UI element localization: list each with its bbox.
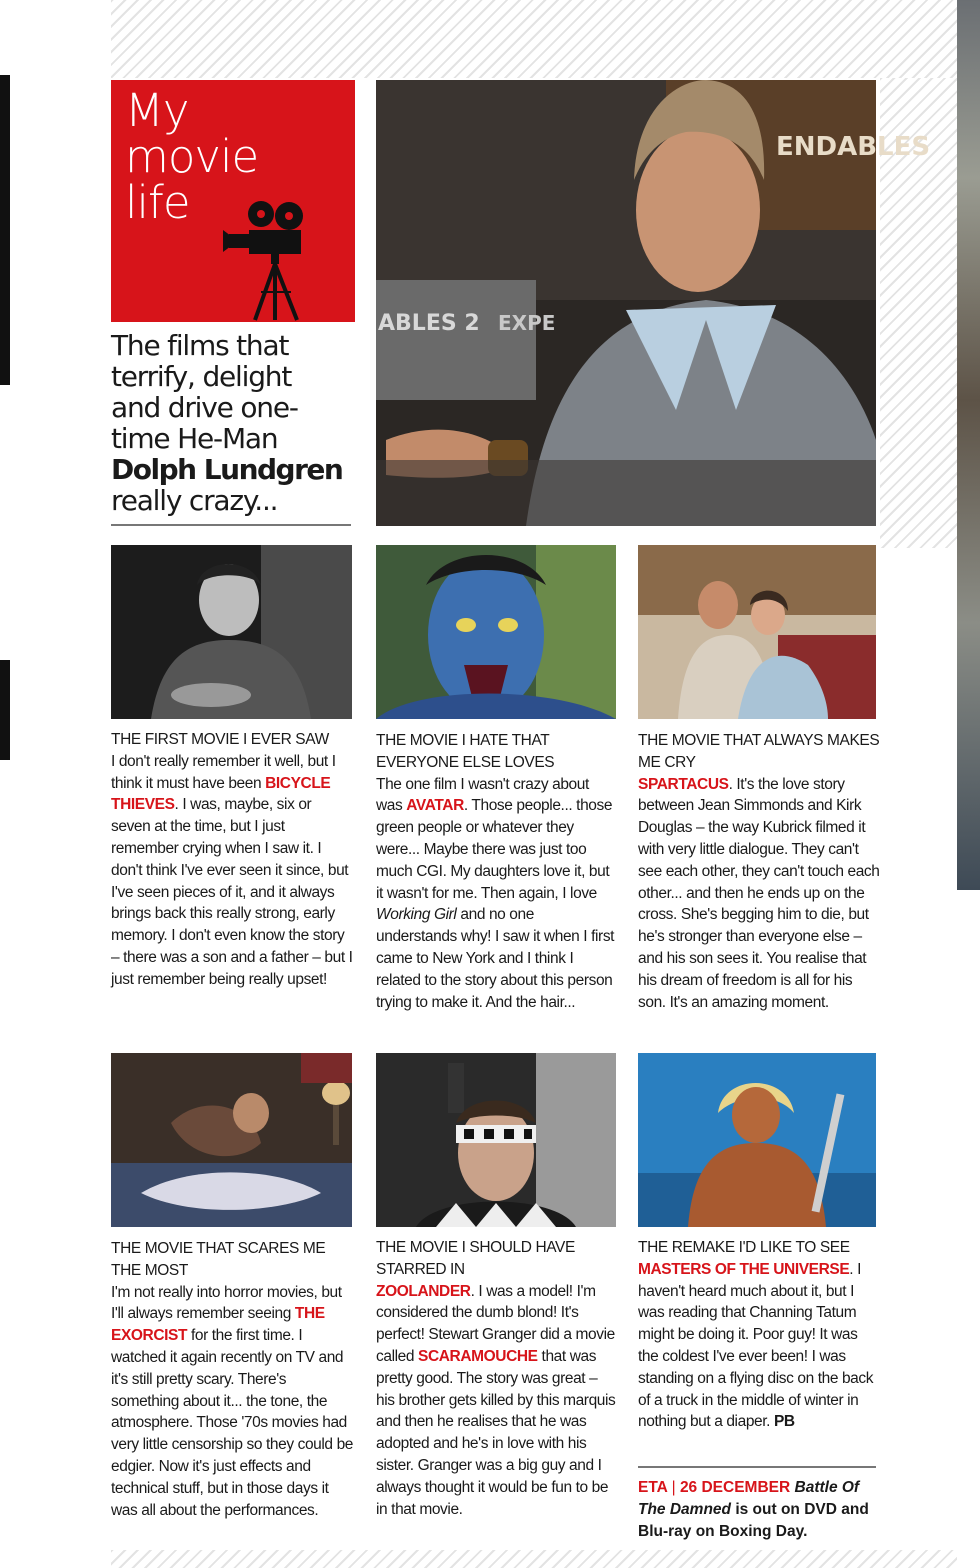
hatch-top <box>111 0 957 78</box>
subject-name: Dolph Lundgren <box>111 453 343 486</box>
hero-banner-text-2: ABLES 2 <box>378 311 480 336</box>
hero-banner-text-1: ENDABLES <box>776 132 931 162</box>
author-credit: PB <box>773 1413 795 1431</box>
hero-photo <box>376 80 931 526</box>
photo-zoolander <box>376 1053 616 1227</box>
intro-divider <box>111 524 351 526</box>
photo-bicycle-thieves <box>111 545 352 719</box>
adjacent-page-edge <box>957 0 980 890</box>
film-title-2: SCARAMOUCHE <box>418 1347 538 1365</box>
eta-date: 26 DECEMBER <box>679 1479 791 1496</box>
film-title: ZOOLANDER <box>376 1282 471 1300</box>
eta-box <box>638 1477 878 1543</box>
film-title: SPARTACUS <box>638 775 729 793</box>
left-edge-bar-top <box>0 75 10 385</box>
section-remake: THE REMAKE I'D LIKE TO SEE MASTERS OF THE UNIVERSE. I haven't heard much about it, but I was reading that Channing Tatum might be doing it. Poor guy! It was the coldest I've ever been! I was standing on a flying disc on the back of a truck in the middle of winter in nothing but a diaper. PB <box>638 1237 880 1433</box>
section-heading: THE MOVIE THAT ALWAYS MAKES ME CRY <box>638 732 880 771</box>
photo-spartacus <box>638 545 876 719</box>
photo-the-exorcist <box>111 1053 352 1227</box>
photo-avatar <box>376 545 616 719</box>
section-first-movie: THE FIRST MOVIE I EVER SAW I don't really remember it well, but I think it must have been BICYCLE THIEVES. I was, maybe, six or seven at the time, but I just remember crying when I saw it. I don't think I've ever seen it since, but I've seen pieces of it, and it always brings back this really strong, early memory. I don't even know the story – there was a son and a father – but I just remember being really upset! <box>111 731 353 988</box>
intro-standfirst: The films that terrify, delight and drive one- time He-Man Dolph Lundgren really crazy... <box>111 329 343 517</box>
left-edge-bar-bottom <box>0 660 10 760</box>
film-title: BICYCLE THIEVES <box>111 774 331 814</box>
film-title: MASTERS OF THE UNIVERSE <box>638 1260 850 1278</box>
section-movie-makes-me-cry: THE MOVIE THAT ALWAYS MAKES ME CRY SPARTACUS. It's the love story between Jean Simmonds and Kirk Douglas – the way Kubrick filmed it with very little dialogue. They can't see each other, they can't touch each other... and then he ends up on the cross. She's begging him to die, but he's stronger than everyone else – and his son sees it. You realise that his dream of freedom is all for his son. It's an amazing moment. <box>638 732 880 1011</box>
eta-divider <box>638 1466 876 1468</box>
section-heading: THE MOVIE THAT SCARES ME THE MOST <box>111 1240 326 1279</box>
eta-film-title: Battle Of The Damned <box>638 1479 860 1518</box>
film-title: THE EXORCIST <box>111 1305 325 1345</box>
hero-banner-text-3: EXPE <box>498 311 556 335</box>
photo-masters-of-the-universe <box>638 1053 876 1227</box>
section-movie-i-hate: THE MOVIE I HATE THAT EVERYONE ELSE LOVES The one film I wasn't crazy about was AVATAR. Those people... those green people or whatever they were... Maybe there was just too much CGI. My daughters love it, but it wasn't for me. Then again, I love Working Girl and no one understands why! I saw it when I first came to New York and I think I related to the story about this person trying to make it. And the hair... <box>376 730 618 1013</box>
section-should-have-starred: THE MOVIE I SHOULD HAVE STARRED IN ZOOLANDER. I was a model! I'm considered the dumb blond! It's perfect! Stewart Granger did a movie called SCARAMOUCHE that was pretty good. The story was great – his brother gets killed by this marquis and then he realises that he was adopted and he's in love with his sister. Granger was a big guy and I always thought it would be fun to be in that movie. <box>376 1237 618 1520</box>
title-box <box>111 80 355 322</box>
page-title: My movie life <box>125 84 259 229</box>
section-heading: THE MOVIE I HATE THAT EVERYONE ELSE LOVES <box>376 732 555 771</box>
film-title-italic: Working Girl <box>376 906 457 924</box>
eta-label: ETA <box>638 1479 668 1496</box>
eta-separator: | <box>671 1479 676 1496</box>
eta-text: is out on DVD and Blu-ray on Boxing Day. <box>638 1501 869 1540</box>
section-heading: THE REMAKE I'D LIKE TO SEE <box>638 1239 850 1256</box>
section-heading: THE FIRST MOVIE I EVER SAW <box>111 731 329 748</box>
film-title: AVATAR <box>406 797 464 815</box>
hatch-bottom <box>111 1550 957 1568</box>
movie-camera-icon <box>223 200 315 320</box>
section-movie-scares-me: THE MOVIE THAT SCARES ME THE MOST I'm not really into horror movies, but I'll always remember seeing THE EXORCIST for the first time. I watched it again recently on TV and it's still pretty scary. There's something about it... the tone, the atmosphere. Those '70s movies had very little censorship so they could be edgier. Now it's just effects and technical stuff, but in those days it was all about the performances. <box>111 1240 354 1519</box>
section-heading: THE MOVIE I SHOULD HAVE STARRED IN <box>376 1239 575 1278</box>
